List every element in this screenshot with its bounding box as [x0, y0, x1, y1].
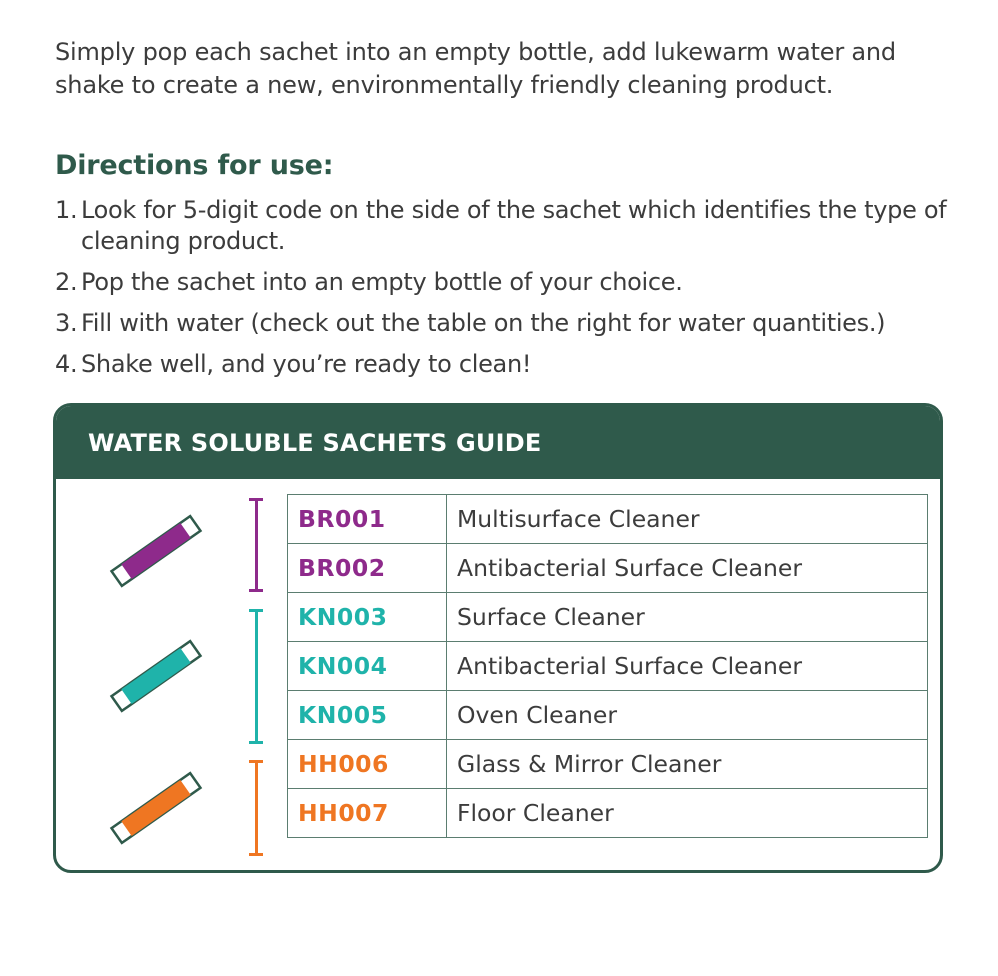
guide-header	[56, 406, 940, 479]
table-row	[288, 495, 928, 544]
sachet-code: KN003	[288, 593, 447, 642]
br-group-bracket-icon	[249, 498, 263, 592]
guide-title: WATER SOLUBLE SACHETS GUIDE	[88, 428, 542, 457]
purple-sachet-icon	[106, 511, 206, 591]
table-row	[288, 789, 928, 838]
product-name: Oven Cleaner	[447, 691, 928, 740]
step-number: 1.	[55, 196, 78, 224]
sachet-code: KN004	[288, 642, 447, 691]
table-row	[288, 544, 928, 593]
hh-group-bracket-icon	[249, 760, 263, 856]
direction-step	[55, 267, 955, 298]
sachet-code: KN005	[288, 691, 447, 740]
intro-text: Simply pop each sachet into an empty bottle, add lukewarm water and shake to create a new, environmentally friendly cleaning product.	[55, 38, 896, 99]
step-text: Shake well, and you’re ready to clean!	[81, 350, 532, 378]
product-name: Floor Cleaner	[447, 789, 928, 838]
step-number: 3.	[55, 309, 78, 337]
step-number: 2.	[55, 268, 78, 296]
teal-sachet-icon	[106, 636, 206, 716]
table-row	[288, 593, 928, 642]
table-row	[288, 642, 928, 691]
kn-group-bracket-icon	[249, 609, 263, 744]
table-row	[288, 740, 928, 789]
directions-heading: Directions for use:	[55, 150, 334, 181]
step-text: Pop the sachet into an empty bottle of your choice.	[81, 268, 683, 296]
direction-step	[55, 349, 955, 380]
sachets-table	[287, 494, 928, 838]
orange-sachet-icon	[106, 768, 206, 848]
sachet-code: BR002	[288, 544, 447, 593]
table-row	[288, 691, 928, 740]
product-name: Antibacterial Surface Cleaner	[447, 544, 928, 593]
sachet-code: HH007	[288, 789, 447, 838]
product-name: Surface Cleaner	[447, 593, 928, 642]
sachet-code: HH006	[288, 740, 447, 789]
product-name: Glass & Mirror Cleaner	[447, 740, 928, 789]
product-name: Antibacterial Surface Cleaner	[447, 642, 928, 691]
step-text: Look for 5-digit code on the side of the sachet which identifies the type of cleaning product.	[81, 196, 947, 255]
step-text: Fill with water (check out the table on the right for water quantities.)	[81, 309, 886, 337]
intro-paragraph	[55, 36, 955, 102]
step-number: 4.	[55, 350, 78, 378]
direction-step	[55, 308, 955, 339]
direction-step	[55, 195, 955, 257]
product-name: Multisurface Cleaner	[447, 495, 928, 544]
directions-list	[55, 195, 955, 390]
sachets-guide-card	[53, 403, 943, 873]
sachet-code: BR001	[288, 495, 447, 544]
